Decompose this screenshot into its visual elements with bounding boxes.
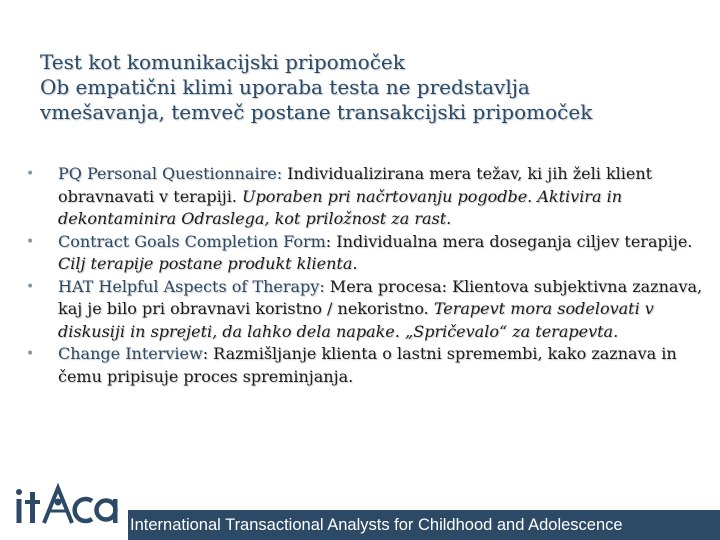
bullet-term: Contract Goals Completion Form [58,231,326,251]
footer-bar [128,510,720,540]
bullet-term: HAT Helpful Aspects of Therapy: [58,276,325,296]
bullet-italic-text: Cilj terapije postane produkt klienta. [58,254,358,273]
bullet-text: : Individualna mera doseganja ciljev terapije. [325,231,693,251]
title-line-3: vmešavanja, temveč postane transakcijski pripomoček [40,100,593,124]
bullet-dot-icon: • [26,166,35,182]
bullet-italic-text: Terapevt mora sodelovati v diskusiji in sprejeti, da lahko dela napake. „Spričevalo“ za terapevta. [58,299,654,341]
bullet-dot-icon: • [26,346,35,362]
slide-title [40,50,700,125]
bullet-dot-icon: • [26,233,35,250]
footer-text: International Transactional Analysts for Childhood and Adolescence [130,516,623,534]
bullet-dot-icon: • [26,278,35,295]
bullet-item-pq [26,163,716,231]
bullet-item-change-interview [26,343,716,388]
title-line-2: Ob empatični klimi uporaba testa ne predstavlja [40,75,530,99]
bullet-term: Change Interview [58,344,203,363]
itaca-logo-icon [10,482,120,532]
bullet-text: Individualizirana mera težav, ki jih želi klient obravnavati v terapiji. [58,164,653,206]
bullet-item-contract-goals [26,231,716,276]
bullet-text: : Razmišljanje klienta o lastni spremembi, kako zaznava in čemu pripisuje proces spreminjanja. [58,344,677,386]
bullet-list [26,163,716,388]
title-line-1: Test kot komunikacijski pripomoček [40,50,405,74]
bullet-term: PQ Personal Questionnaire: [58,164,283,183]
bullet-italic-text: Uporaben pri načrtovanju pogodbe. Aktivira in dekontaminira Odraslega, kot priložnost za rast. [58,186,622,228]
bullet-text: Mera procesa: Klientova subjektivna zaznava, kaj je bilo pri obravnavi koristno / nekoristno. [58,276,703,318]
bullet-item-hat [26,276,716,344]
